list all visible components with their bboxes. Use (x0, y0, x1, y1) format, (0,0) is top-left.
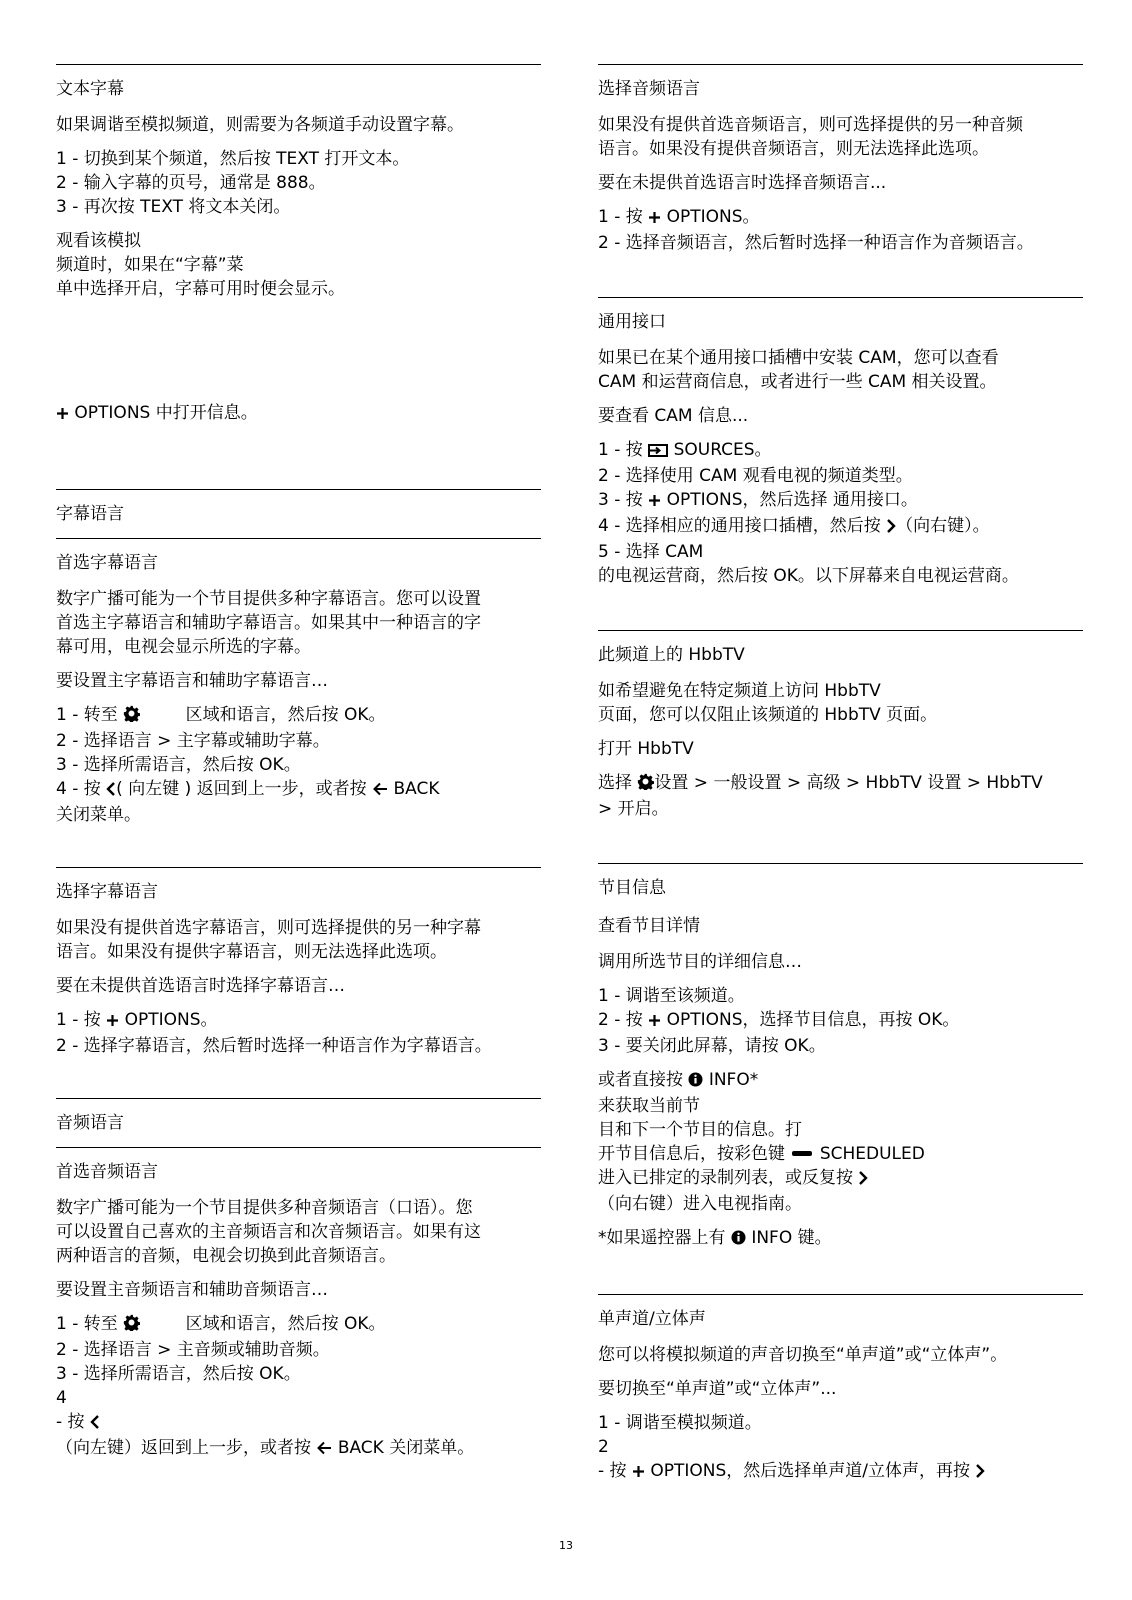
back-arrow-icon (316, 1438, 332, 1462)
lead: 要在未提供首选语言时选择音频语言... (598, 173, 887, 193)
section-select-subtitle-language (56, 867, 541, 1058)
section-title: 选择音频语言 (598, 79, 700, 99)
lead: 调用所选节目的详细信息… (598, 952, 802, 972)
chevron-left-icon (90, 1412, 100, 1436)
steps: 1 - 转至 区域和语言，然后按 OK。 2 - 选择语言 > 主音频或辅助音频。 3 - 选择所需语言，然后按 OK。 4 - 按 （向左键）返回到上一步，或者按 BACK 关闭菜单。 (56, 1312, 541, 1462)
section-title: 单声道/立体声 (598, 1309, 706, 1329)
section-hbbtv (598, 630, 1083, 821)
sources-icon (648, 440, 668, 464)
subsection-title: 首选字幕语言 (56, 538, 541, 587)
back-arrow-icon (372, 779, 388, 803)
green-key-icon (792, 1151, 812, 1156)
steps: 1 - 调谐至模拟频道。 2 - 按 OPTIONS，然后选择单声道/立体声，再按 (598, 1411, 1083, 1485)
alternative: 或者直接按 INFO* 来获取当前节 目和下一个节目的信息。打 开节目信息后，按彩色键 SCHEDULED 进入已排定的录制列表，或反复按 （向右键）进入电视指南。 (598, 1070, 925, 1214)
page-number: 13 (559, 1539, 573, 1552)
steps: 1 - 调谐至该频道。 2 - 按 OPTIONS，选择节目信息，再按 OK。 3 - 要关闭此屏幕，请按 OK。 (598, 986, 960, 1056)
section-audio-language (56, 1098, 541, 1462)
plus-icon (648, 207, 661, 231)
plus-icon (56, 403, 69, 427)
chevron-right-icon (858, 1168, 868, 1192)
paragraph: 如果没有提供首选音频语言，则可选择提供的另一种音频 语言。如果没有提供音频语言，则无法选择此选项。 (598, 115, 1023, 159)
section-title: 字幕语言 (56, 504, 124, 524)
steps: 1 - 按 OPTIONS。 2 - 选择字幕语言，然后暂时选择一种语言作为字幕语言。 (56, 1010, 492, 1056)
chevron-right-icon (975, 1461, 985, 1485)
steps: 1 - 按 OPTIONS。 2 - 选择音频语言，然后暂时选择一种语言作为音频语言。 (598, 207, 1034, 253)
section-common-interface (598, 297, 1083, 588)
left-column (56, 64, 541, 1472)
chevron-left-icon (106, 779, 116, 803)
section-title: 此频道上的 HbbTV (598, 645, 745, 665)
paragraph: 如果没有提供首选字幕语言，则可选择提供的另一种字幕 语言。如果没有提供字幕语言，则无法选择此选项。 (56, 918, 481, 962)
section-title: 文本字幕 (56, 79, 124, 99)
lead: 要切换至“单声道”或“立体声”... (598, 1379, 837, 1399)
paragraph: 如希望避免在特定频道上访问 HbbTV 页面，您可以仅阻止该频道的 HbbTV 页面。 (598, 681, 938, 725)
note: 观看该模拟 频道时，如果在“字幕”菜 单中选择开启，字幕可用时便会显示。 (56, 231, 345, 299)
plus-icon (632, 1461, 645, 1485)
subsection-title: 首选音频语言 (56, 1147, 541, 1196)
section-programme-info (598, 863, 1083, 1252)
lead: 打开 HbbTV (598, 739, 694, 759)
steps: 1 - 按 SOURCES。 2 - 选择使用 CAM 观看电视的频道类型。 3 - 按 OPTIONS，然后选择 通用接口。 4 - 选择相应的通用接口插槽，然后按 （向右键）。 5 - 选择 CAM 的电视运营商，然后按 OK。以下屏幕来自电视运营商。 (598, 440, 1019, 586)
section-title: 选择字幕语言 (56, 882, 158, 902)
paragraph: 如果已在某个通用接口插槽中安装 CAM，您可以查看 CAM 和运营商信息，或者进行一些 CAM 相关设置。 (598, 348, 999, 392)
info-icon (731, 1228, 746, 1252)
paragraph: 如果调谐至模拟频道，则需要为各频道手动设置字幕。 (56, 115, 464, 135)
section-title: 音频语言 (56, 1113, 124, 1133)
lead: 要设置主字幕语言和辅助字幕语言… (56, 671, 328, 691)
footnote: *如果遥控器上有 INFO 键。 (598, 1226, 1083, 1252)
plus-icon (106, 1010, 119, 1034)
steps: 1 - 切换到某个频道，然后按 TEXT 打开文本。 2 - 输入字幕的页号，通常是 888。 3 - 再次按 TEXT 将文本关闭。 (56, 149, 410, 217)
right-column (598, 64, 1083, 1495)
section-title: 通用接口 (598, 312, 666, 332)
lead: 要在未提供首选语言时选择字幕语言… (56, 976, 345, 996)
options-line: OPTIONS 中打开信息。 (56, 401, 541, 427)
section-subtitle-language (56, 489, 541, 827)
chevron-right-icon (886, 516, 896, 540)
lead: 要设置主音频语言和辅助音频语言… (56, 1280, 328, 1300)
gear-icon (637, 773, 654, 797)
paragraph: 数字广播可能为一个节目提供多种字幕语言。您可以设置 首选主字幕语言和辅助字幕语言。如果其中一种语言的字 幕可用，电视会显示所选的字幕。 (56, 589, 481, 657)
lead: 要查看 CAM 信息... (598, 406, 749, 426)
steps: 1 - 转至 区域和语言，然后按 OK。 2 - 选择语言 > 主字幕或辅助字幕。 3 - 选择所需语言，然后按 OK。 4 - 按 ( 向左键 ) 返回到上一步，或者按 BACK 关闭菜单。 (56, 705, 440, 825)
gear-icon (123, 705, 140, 729)
path: 选择 设置 > 一般设置 > 高级 > HbbTV 设置 > HbbTV > 开启。 (598, 773, 1043, 819)
subsection-title: 查看节目详情 (598, 916, 700, 936)
gear-icon (123, 1314, 140, 1338)
section-mono-stereo (598, 1294, 1083, 1485)
plus-icon (648, 1010, 661, 1034)
plus-icon (648, 490, 661, 514)
paragraph: 您可以将模拟频道的声音切换至“单声道”或“立体声”。 (598, 1345, 1008, 1365)
section-select-audio-language (598, 64, 1083, 255)
paragraph: 数字广播可能为一个节目提供多种音频语言（口语）。您 可以设置自己喜欢的主音频语言和次音频语言。如果有这 两种语言的音频，电视会切换到此音频语言。 (56, 1198, 481, 1266)
section-title: 节目信息 (598, 878, 666, 898)
info-icon (688, 1070, 703, 1094)
section-text-subtitles (56, 64, 541, 427)
